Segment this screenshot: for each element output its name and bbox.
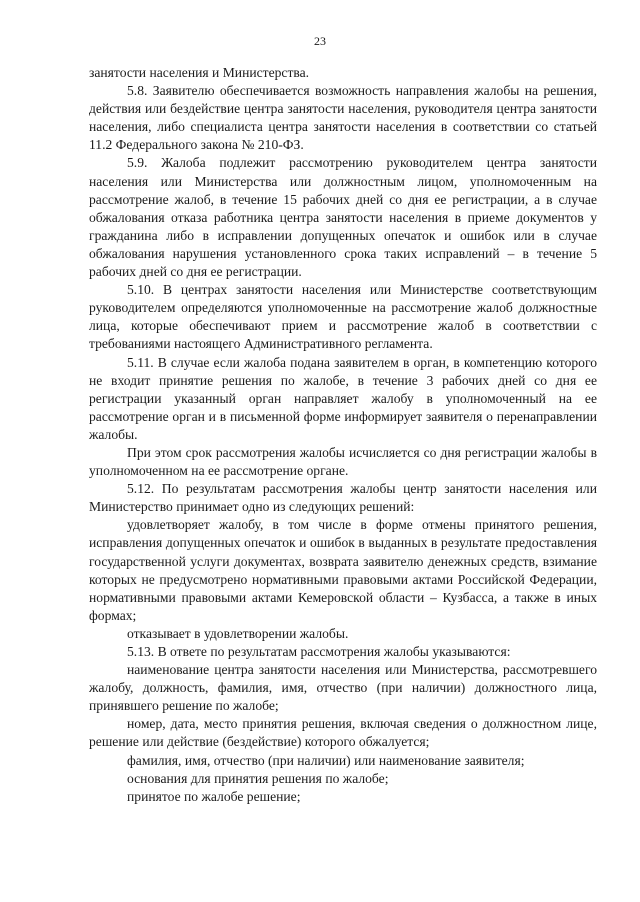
paragraph: 5.12. По результатам рассмотрения жалобы центр занятости населения или Министерство принимает одно из следующих решений:: [89, 481, 597, 515]
paragraph: 5.11. В случае если жалоба подана заявителем в орган, в компетенцию которого не входит принятие решения по жалобе, в течение 3 рабочих дней со дня ее регистрации указанный орган направляет жалобу в уполномоченный на ее рассмотрение орган и в письменной форме информирует заявителя о перенаправлении жалобы.: [89, 354, 597, 442]
paragraph: принятое по жалобе решение;: [127, 788, 301, 804]
paragraph: 5.9. Жалоба подлежит рассмотрению руководителем центра занятости населения или Министерства или должностным лицом, уполномоченным на рассмотрение жалоб, в течение 15 рабочих дней со дня ее регистрации, а в случае обжалования отказа работника центра занятости населения в приеме документов у гражданина либо в исправлении допущенных опечаток и ошибок или в случае обжалования нарушения установленного срока таких исправлений – в течение 5 рабочих дней со дня ее регистрации.: [89, 155, 597, 280]
page-number: 23: [314, 34, 326, 48]
paragraph: отказывает в удовлетворении жалобы.: [127, 625, 349, 641]
paragraph: При этом срок рассмотрения жалобы исчисляется со дня регистрации жалобы в уполномоченном на ее рассмотрение органе.: [89, 444, 597, 479]
paragraph: 5.8. Заявителю обеспечивается возможность направления жалобы на решения, действия или бездействие центра занятости населения, руководителя центра занятости населения, либо специалиста центра занятости населения в соответствии со статьей 11.2 Федерального закона № 210-ФЗ.: [89, 83, 597, 153]
paragraph: фамилия, имя, отчество (при наличии) или наименование заявителя;: [127, 752, 525, 768]
paragraph: наименование центра занятости населения или Министерства, рассмотревшего жалобу, должность, фамилия, имя, отчество (при наличии) должностного лица, принявшего решение по жалобе;: [89, 662, 597, 714]
paragraph: номер, дата, место принятия решения, включая сведения о должностном лице, решение или действие (бездействие) которого обжалуется;: [89, 716, 597, 750]
paragraph: 5.10. В центрах занятости населения или Министерстве соответствующим руководителем определяются уполномоченные на рассмотрение жалоб должностные лица, которые обеспечивают прием и рассмотрение жалоб в соответствии с требованиями настоящего Административного регламента.: [89, 282, 597, 352]
paragraph: основания для принятия решения по жалобе;: [127, 770, 389, 786]
paragraph: занятости населения и Министерства.: [89, 65, 310, 80]
paragraph: 5.13. В ответе по результатам рассмотрения жалобы указываются:: [127, 644, 511, 659]
document-body: [89, 64, 597, 806]
paragraph: удовлетворяет жалобу, в том числе в форме отмены принятого решения, исправления допущенных опечаток и ошибок в выданных в результате предоставления государственной услуги документах, возврата заявителю денежных средств, взимание которых не предусмотрено нормативными правовыми актами Российской Федерации, нормативными правовыми актами Кемеровской области – Кузбасса, а также в иных формах;: [89, 517, 597, 623]
